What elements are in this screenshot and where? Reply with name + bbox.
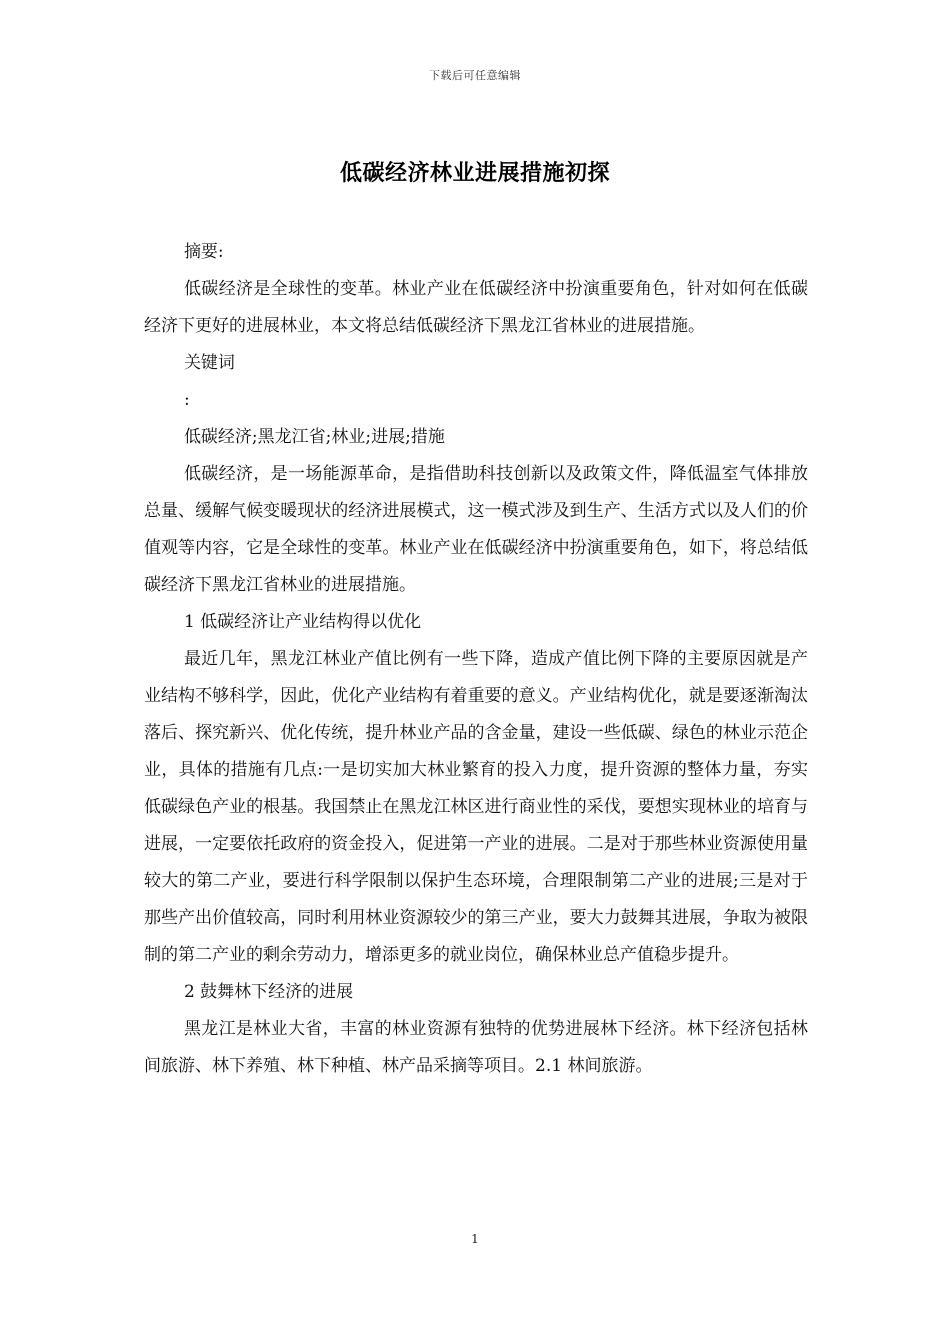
keywords-list: 低碳经济;黑龙江省;林业;进展;措施 <box>183 427 445 447</box>
page-number: 1 <box>471 1232 479 1246</box>
section-heading-2: 2 鼓舞林下经济的进展 <box>183 982 354 1002</box>
header-note: 下载后可任意编辑 <box>429 69 521 82</box>
abstract-heading: 摘要: <box>183 242 224 262</box>
intro-paragraph: 低碳经济，是一场能源革命，是指借助科技创新以及政策文件，降低温室气体排放总量、缓解气候变暖现状的经济进展模式，这一模式涉及到生产、生活方式以及人们的价值观等内容，它是全球性的变革。林业产业在低碳经济中扮演重要角色，如下，将总结低碳经济下黑龙江省林业的进展措施。 <box>144 464 808 595</box>
document-body <box>144 234 808 1085</box>
document-title: 低碳经济林业进展措施初探 <box>339 161 610 186</box>
section-heading-1: 1 低碳经济让产业结构得以优化 <box>183 612 422 632</box>
section-1-paragraph: 最近几年，黑龙江林业产值比例有一些下降，造成产值比例下降的主要原因就是产业结构不够科学，因此，优化产业结构有着重要的意义。产业结构优化，就是要逐渐淘汰落后、探究新兴、优化传统，提升林业产品的含金量，建设一些低碳、绿色的林业示范企业，具体的措施有几点:一是切实加大林业繁育的投入力度，提升资源的整体力量，夯实低碳绿色产业的根基。我国禁止在黑龙江林区进行商业性的采伐，要想实现林业的培育与进展，一定要依托政府的资金投入，促进第一产业的进展。二是对于那些林业资源使用量较大的第二产业，要进行科学限制以保护生态环境，合理限制第二产业的进展;三是对于那些产出价值较高，同时利用林业资源较少的第三产业，要大力鼓舞其进展，争取为被限制的第二产业的剩余劳动力，增添更多的就业岗位，确保林业总产值稳步提升。 <box>144 649 808 965</box>
keywords-heading: 关键词 <box>183 353 235 373</box>
keywords-colon: : <box>183 390 190 410</box>
abstract-paragraph: 低碳经济是全球性的变革。林业产业在低碳经济中扮演重要角色，针对如何在低碳经济下更好的进展林业，本文将总结低碳经济下黑龙江省林业的进展措施。 <box>144 279 808 336</box>
section-2-paragraph: 黑龙江是林业大省，丰富的林业资源有独特的优势进展林下经济。林下经济包括林间旅游、林下养殖、林下种植、林产品采摘等项目。2.1 林间旅游。 <box>144 1019 808 1076</box>
